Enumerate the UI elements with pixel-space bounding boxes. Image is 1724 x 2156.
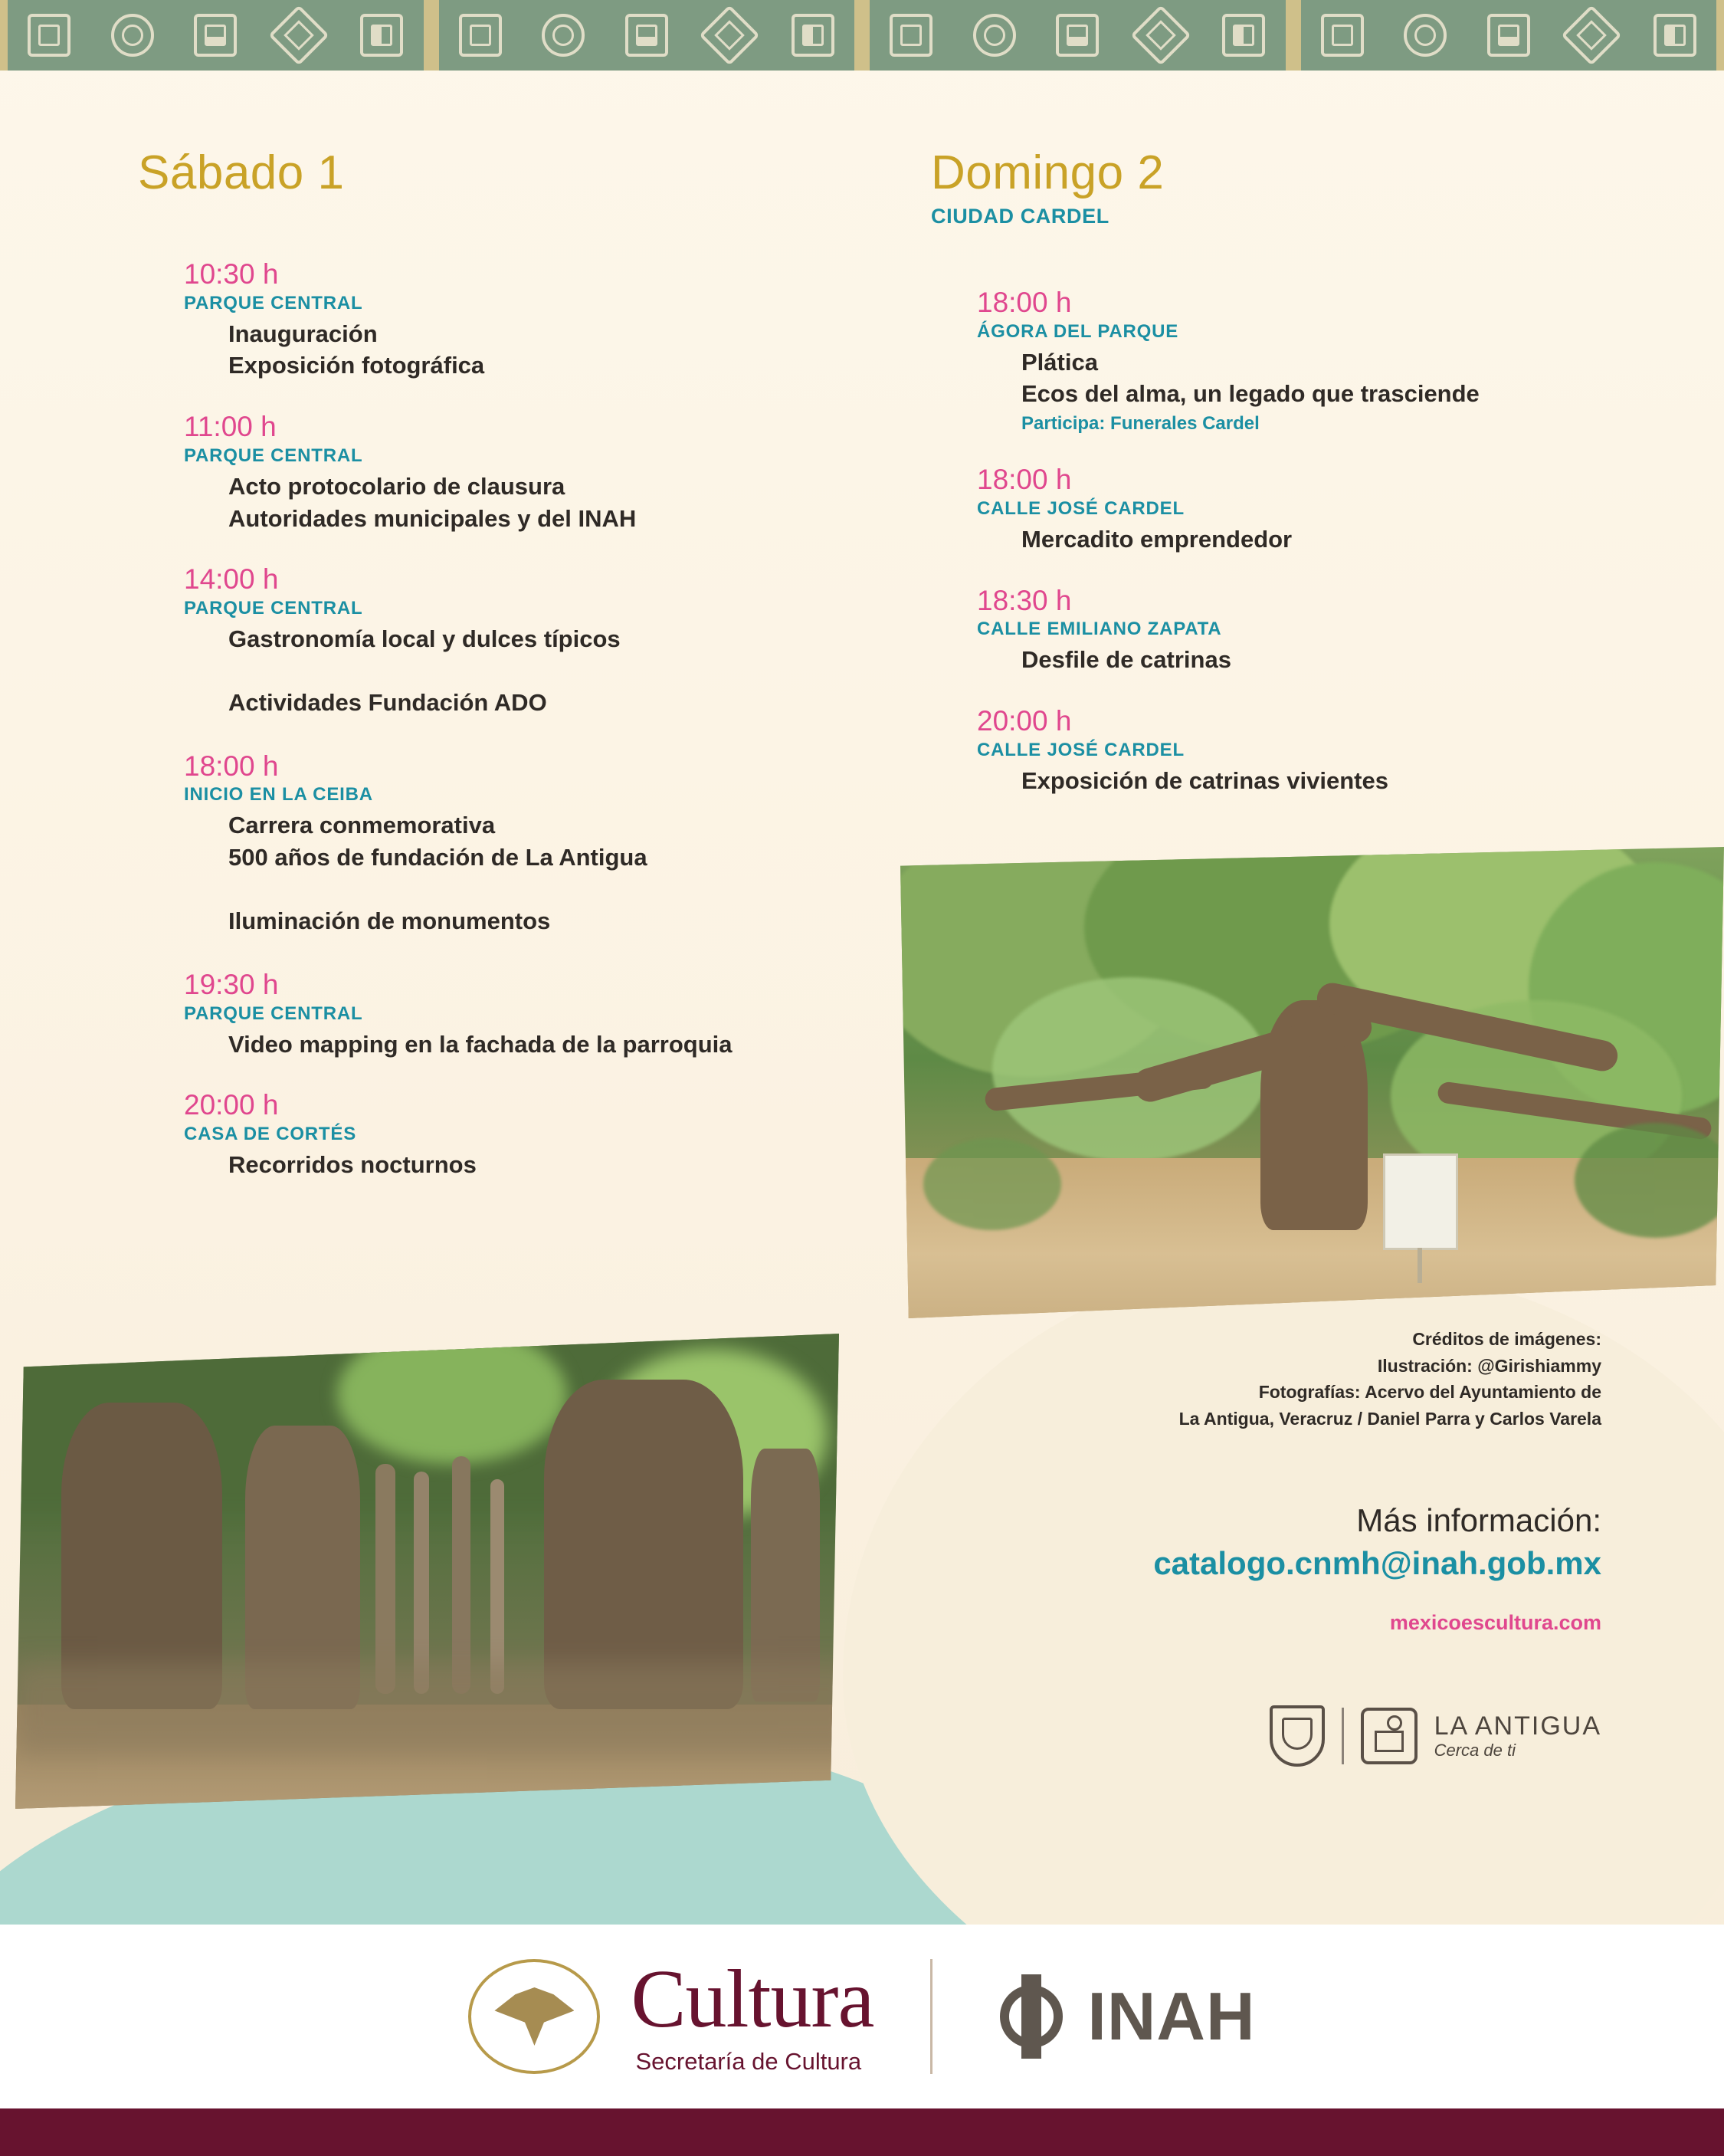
credits-line: Fotografías: Acervo del Ayuntamiento de: [1258, 1382, 1601, 1402]
event-item: [977, 585, 1667, 676]
event-time: 18:30 h: [977, 584, 1072, 616]
glyph-icon-jaguar: [1056, 14, 1099, 57]
municipal-logo-text: [1434, 1712, 1601, 1760]
glyph-icon-jaguar: [1487, 14, 1530, 57]
event-time: 14:00 h: [184, 563, 279, 596]
glyph-icon-bird: [792, 14, 834, 57]
event-venue: PARQUE CENTRAL: [184, 292, 363, 313]
glyph-icon-temple: [1562, 5, 1622, 65]
event-description: [1021, 765, 1667, 797]
event-line: Plática: [1021, 348, 1098, 376]
event-list-sunday: [977, 287, 1667, 796]
event-item: [184, 258, 851, 382]
event-description: [228, 318, 851, 382]
day-column-saturday: [138, 146, 851, 1210]
event-line: Exposición de catrinas vivientes: [1021, 766, 1388, 794]
glyph-icon-plant: [542, 14, 585, 57]
glyph-icon-plant: [1404, 14, 1447, 57]
cultura-wordmark: Cultura: [631, 1953, 874, 2045]
event-venue: ÁGORA DEL PARQUE: [977, 320, 1179, 342]
photo-ceiba-canvas: [900, 847, 1724, 1318]
event-participant-note: Participa: Funerales Cardel: [1021, 413, 1260, 435]
inah-glyph-icon: [989, 1974, 1073, 2059]
event-line: Desfile de catrinas: [1021, 646, 1231, 674]
event-venue: PARQUE CENTRAL: [184, 445, 363, 466]
event-standalone: Iluminación de monumentos: [228, 907, 551, 935]
event-venue: CALLE JOSÉ CARDEL: [977, 739, 1185, 760]
event-line: 500 años de fundación de La Antigua: [228, 844, 647, 871]
event-standalone: Actividades Fundación ADO: [228, 688, 547, 716]
event-line: Mercadito emprendedor: [1021, 525, 1293, 553]
page-title-saturday: Sábado 1: [138, 146, 345, 199]
event-item: [977, 464, 1667, 555]
day-column-sunday: [931, 146, 1667, 825]
event-line: Video mapping en la fachada de la parroquia: [228, 1030, 733, 1058]
contact-email-link[interactable]: catalogo.cnmh@inah.gob.mx: [1153, 1545, 1601, 1581]
frieze-segment: [0, 0, 431, 71]
event-line: Gastronomía local y dulces típicos: [228, 625, 621, 653]
credits-line: La Antigua, Veracruz / Daniel Parra y Carlos Varela: [1178, 1408, 1601, 1429]
frieze-segment: [862, 0, 1293, 71]
event-venue: CALLE EMILIANO ZAPATA: [977, 619, 1222, 640]
event-description: [228, 1149, 851, 1181]
footer-divider: [930, 1959, 932, 2074]
cultura-logo: [631, 1953, 874, 2075]
event-time: 19:30 h: [184, 969, 279, 1001]
event-venue: PARQUE CENTRAL: [184, 598, 363, 619]
glyph-icon-bird: [1654, 14, 1696, 57]
glyph-icon-temple: [700, 5, 760, 65]
inah-logo: [989, 1974, 1255, 2059]
event-description: [1021, 523, 1667, 556]
event-line: Autoridades municipales y del INAH: [228, 504, 637, 532]
event-description: [228, 809, 851, 874]
event-venue: PARQUE CENTRAL: [184, 1003, 363, 1024]
event-item: [184, 563, 851, 655]
inah-wordmark: INAH: [1087, 1978, 1256, 2054]
event-time: 18:00 h: [184, 750, 279, 782]
glyph-icon-serpent: [1321, 14, 1364, 57]
event-description: [1021, 644, 1667, 676]
event-item: [184, 969, 851, 1060]
event-line: Exposición fotográfica: [228, 352, 485, 379]
glyph-icon-serpent: [459, 14, 502, 57]
event-item: [977, 287, 1667, 435]
event-line: Carrera conmemorativa: [228, 812, 496, 839]
event-description: [228, 471, 851, 535]
contact-label: Más información:: [1356, 1502, 1601, 1538]
glyph-icon-jaguar: [625, 14, 668, 57]
glyph-icon-serpent: [890, 14, 932, 57]
image-credits: [1034, 1326, 1601, 1432]
la-antigua-mark-icon: [1361, 1708, 1418, 1764]
glyph-icon-plant: [973, 14, 1016, 57]
frieze-segment: [431, 0, 863, 71]
event-venue: INICIO EN LA CEIBA: [184, 784, 373, 806]
contact-block: [1019, 1502, 1601, 1635]
glyph-icon-serpent: [28, 14, 70, 57]
frieze-segment: [1293, 0, 1724, 71]
event-time: 20:00 h: [977, 705, 1072, 737]
event-item: [184, 750, 851, 874]
glyph-icon-bird: [1222, 14, 1265, 57]
event-list-saturday: [184, 258, 851, 1181]
decorative-frieze: [0, 0, 1724, 71]
event-time: 18:00 h: [977, 287, 1072, 318]
logo-divider: [1342, 1708, 1344, 1764]
photo-roots-ruins: [15, 1334, 839, 1809]
glyph-icon-temple: [1130, 5, 1191, 65]
event-description: [228, 1029, 851, 1061]
event-description: [1021, 346, 1667, 435]
mexican-eagle-icon: [468, 1959, 600, 2074]
photo-ceiba-tree: [900, 847, 1724, 1318]
footer-color-bar: [0, 2108, 1724, 2156]
municipal-name: LA ANTIGUA: [1434, 1711, 1601, 1741]
event-time: 20:00 h: [184, 1089, 279, 1121]
contact-website-link[interactable]: mexicoescultura.com: [1389, 1611, 1601, 1634]
glyph-icon-plant: [111, 14, 154, 57]
glyph-icon-temple: [268, 5, 329, 65]
credits-line: Créditos de imágenes:: [1412, 1329, 1601, 1349]
event-description: [228, 623, 851, 655]
photo-roots-canvas: [15, 1334, 839, 1809]
credits-line: Ilustración: @Girishiammy: [1377, 1355, 1601, 1376]
municipal-logo: [1270, 1705, 1601, 1767]
event-item: [184, 1089, 851, 1180]
event-time: 10:30 h: [184, 258, 279, 290]
event-venue: CASA DE CORTÉS: [184, 1124, 356, 1145]
event-line: Ecos del alma, un legado que trasciende: [1021, 380, 1480, 408]
glyph-icon-bird: [360, 14, 403, 57]
page-title-sunday: Domingo 2: [931, 146, 1165, 199]
event-item: [977, 705, 1667, 796]
footer-logos: [0, 1925, 1724, 2108]
event-time: 11:00 h: [184, 411, 277, 443]
event-time: 18:00 h: [977, 464, 1072, 496]
event-item: [184, 411, 851, 534]
glyph-icon-jaguar: [194, 14, 237, 57]
event-venue: CALLE JOSÉ CARDEL: [977, 497, 1185, 519]
day-subtitle-city: CIUDAD CARDEL: [931, 205, 1109, 228]
cultura-subtitle: Secretaría de Cultura: [635, 2047, 862, 2075]
event-line: Inauguración: [228, 320, 378, 347]
municipal-slogan: Cerca de ti: [1434, 1740, 1516, 1760]
coat-of-arms-icon: [1270, 1705, 1325, 1767]
event-line: Acto protocolario de clausura: [228, 472, 565, 500]
photo-info-sign: [1383, 1153, 1458, 1250]
event-line: Recorridos nocturnos: [228, 1151, 477, 1179]
